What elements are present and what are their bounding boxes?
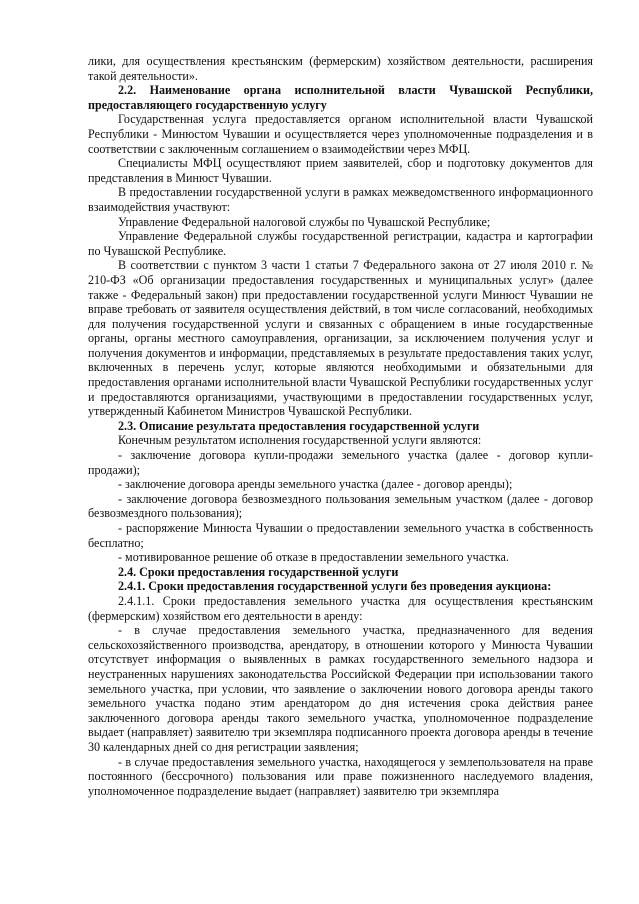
paragraph-continuation: лики, для осуществления крестьянским (фермерским) хозяйством деятельности, расширения такой деятельности». bbox=[88, 54, 593, 83]
list-item: - заключение договора аренды земельного участка (далее - договор аренды); bbox=[118, 477, 513, 492]
paragraph: В соответствии с пунктом 3 части 1 статьи 7 Федерального закона от 27 июля 2010 г. № 210-ФЗ «Об организации предоставления государственных и муниципальных услуг» (далее также - Федеральный закон) при предоставлении государственной услуги Минюст Чувашии не вправе требовать от заявителя осуществления действий, в том числе согласований, необходимых для получения государственной услуги и связанных с обращением в иные государственные органы, органы местного самоуправления, организации, за исключением получения услуг и получения документов и информации, представляемых в результате предоставления таких услуг, включенных в перечень услуг, которые являются необходимыми и обязательными для предоставления органами исполнительной власти Чувашской Республики государственных услуг и предоставляются организациями, участвующими в предоставлении государственных услуг, утвержденный Кабинетом Министров Чувашской Республики. bbox=[88, 258, 593, 419]
paragraph: 2.4.1.1. Сроки предоставления земельного участка для осуществления крестьянским (фермерским) хозяйством его деятельности в аренду: bbox=[88, 593, 593, 623]
paragraph: Управление Федеральной налоговой службы по Чувашской Республике; bbox=[118, 214, 491, 229]
document-page bbox=[88, 54, 593, 798]
paragraph: Конечным результатом исполнения государственной услуги являются: bbox=[118, 433, 482, 448]
section-heading-2-3: 2.3. Описание результата предоставления государственной услуги bbox=[118, 418, 480, 433]
list-item: - в случае предоставления земельного участка, находящегося у землепользователя на праве постоянного (бессрочного) пользования или праве пожизненного наследуемого владения, уполномоченное подразделение выдает (направляет) заявителю три экземпляра bbox=[88, 754, 593, 798]
paragraph: Управление Федеральной службы государственной регистрации, кадастра и картографии по Чувашской Республике. bbox=[88, 229, 593, 258]
paragraph: Специалисты МФЦ осуществляют прием заявителей, сбор и подготовку документов для представления в Минюст Чувашии. bbox=[88, 156, 593, 185]
section-heading-2-2: 2.2. Наименование органа исполнительной власти Чувашской Республики, предоставляющего государственную услугу bbox=[88, 83, 593, 112]
paragraph: В предоставлении государственной услуги в рамках межведомственного информационного взаимодействия участвуют: bbox=[88, 185, 593, 214]
section-heading-2-4: 2.4. Сроки предоставления государственной услуги bbox=[118, 564, 399, 579]
list-item: - в случае предоставления земельного участка, предназначенного для ведения сельскохозяйственного производства, арендатору, в отношении которого у Минюста Чувашии отсутствует информация о выявленных в рамках государственного земельного надзора и неустраненных нарушениях законодательства Российской Федерации при использовании такого земельного участка, при условии, что заявление о заключении нового договора аренды такого земельного участка подано этим арендатором до дня истечения срока действия ранее заключенного договора аренды такого земельного участка, уполномоченное подразделение выдает (направляет) заявителю три экземпляра подписанного проекта договора аренды в течение 30 календарных дней со дня регистрации заявления; bbox=[88, 623, 593, 754]
list-item: - заключение договора безвозмездного пользования земельным участком (далее - договор безвозмездного пользования); bbox=[88, 491, 593, 521]
list-item: - заключение договора купли-продажи земельного участка (далее - договор купли-продажи); bbox=[88, 448, 593, 477]
list-item: - распоряжение Минюста Чувашии о предоставлении земельного участка в собственность бесплатно; bbox=[88, 521, 593, 550]
paragraph: Государственная услуга предоставляется органом исполнительной власти Чувашской Республики - Минюстом Чувашии и осуществляется через уполномоченные подразделения и в соответствии с заключенным соглашением о взаимодействии через МФЦ. bbox=[88, 112, 593, 156]
list-item: - мотивированное решение об отказе в предоставлении земельного участка. bbox=[118, 550, 509, 565]
subsection-heading-2-4-1: 2.4.1. Сроки предоставления государственной услуги без проведения аукциона: bbox=[118, 579, 552, 594]
